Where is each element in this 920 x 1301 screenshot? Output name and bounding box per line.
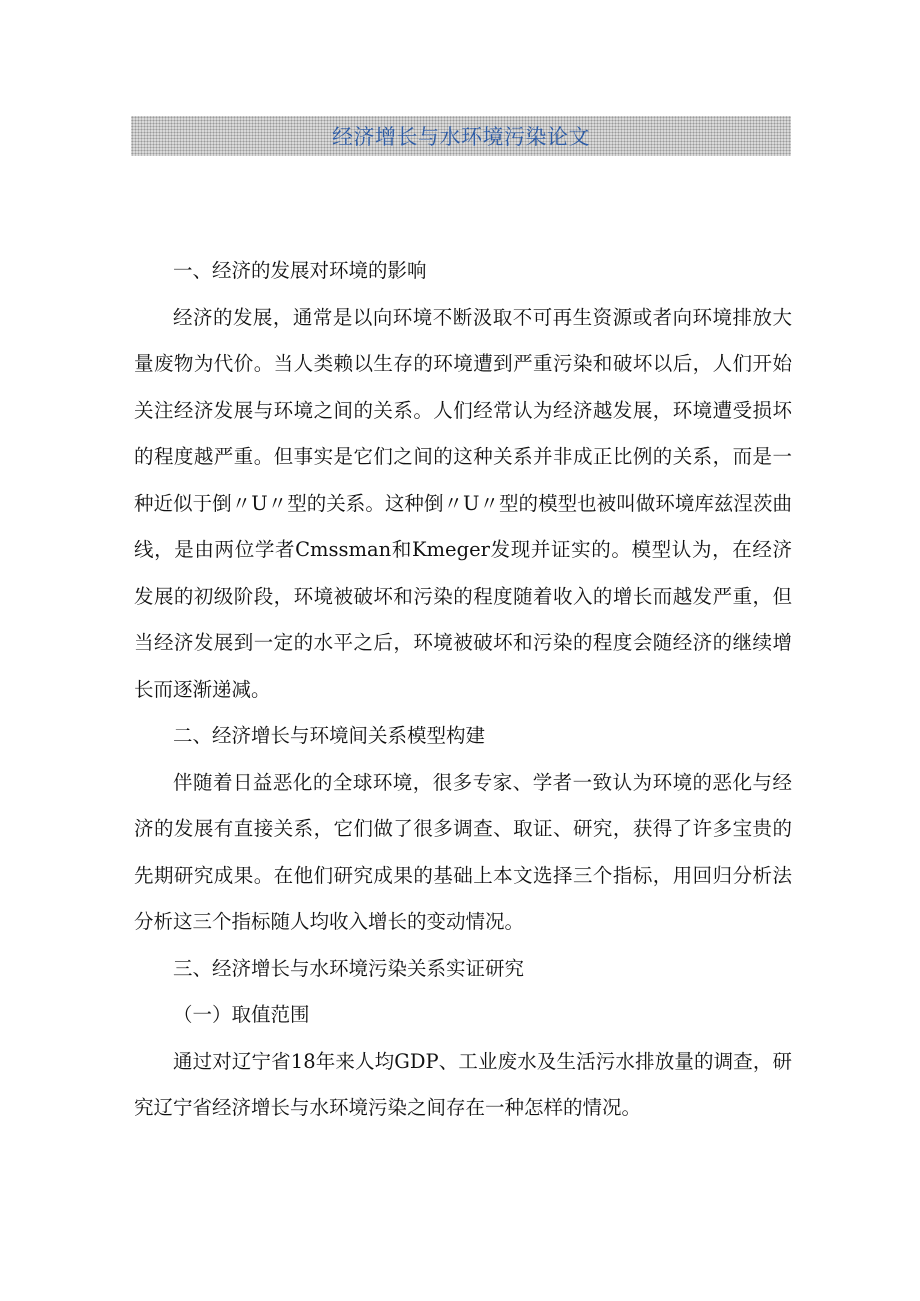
section-heading-2: 二、经济增长与环境间关系模型构建 [173,724,486,747]
subsection-heading-1: （一）取值范围 [173,1003,310,1026]
title-banner [131,116,791,156]
document-body [134,248,792,1132]
document-title: 经济增长与水环境污染论文 [332,125,590,149]
paragraph-economic-impact: 经济的发展，通常是以向环境不断汲取不可再生资源或者向环境排放大量废物为代价。当人类赖以生存的环境遭到严重污染和破坏以后，人们开始关注经济发展与环境之间的关系。人们经常认为经济越发展，环境遭受损坏的程度越严重。但事实是它们之间的这种关系并非成正比例的关系，而是一种近似于倒〃U〃型的关系。这种倒〃U〃型的模型也被叫做环境库兹涅茨曲线，是由两位学者Cmssman和Kmeger发现并证实的。模型认为，在经济发展的初级阶段，环境被破坏和污染的程度随着收入的增长而越发严重，但当经济发展到一定的水平之后，环境被破坏和污染的程度会随经济的继续增长而逐渐递减。 [134,305,792,701]
paragraph-model-construction: 伴随着日益恶化的全球环境，很多专家、学者一致认为环境的恶化与经济的发展有直接关系，它们做了很多调查、取证、研究，获得了许多宝贵的先期研究成果。在他们研究成果的基础上本文选择三个指标，用回归分析法分析这三个指标随人均收入增长的变动情况。 [134,770,792,933]
section-heading-3: 三、经济增长与水环境污染关系实证研究 [173,956,525,980]
section-heading-1: 一、经济的发展对环境的影响 [173,259,427,282]
paragraph-value-range: 通过对辽宁省18年来人均GDP、工业废水及生活污水排放量的调查，研究辽宁省经济增长与水环境污染之间存在一种怎样的情况。 [134,1049,792,1119]
